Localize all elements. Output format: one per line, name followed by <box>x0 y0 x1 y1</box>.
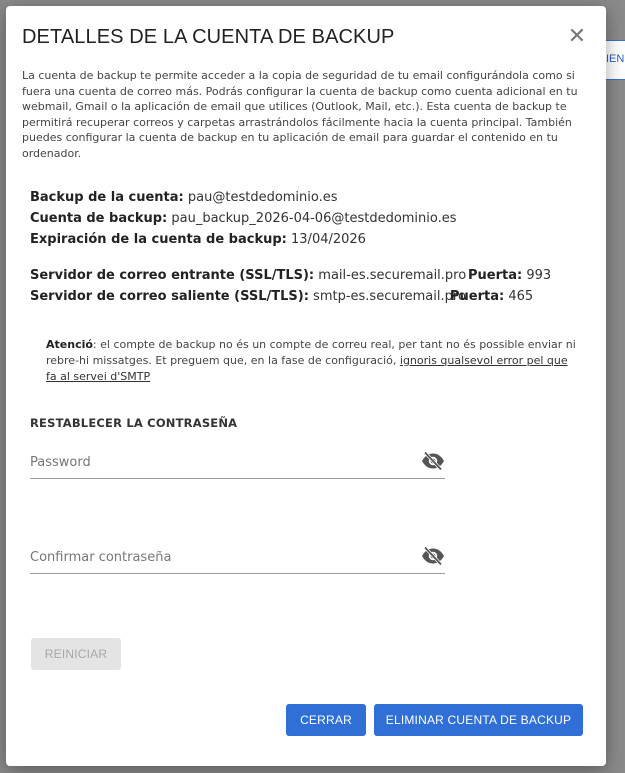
incoming-port-label: Puerta: <box>468 268 523 283</box>
backup-details-dialog <box>6 6 606 766</box>
close-button[interactable]: CERRAR <box>286 704 366 736</box>
outgoing-server-row <box>30 289 466 304</box>
eye-off-icon[interactable] <box>421 451 445 471</box>
intro-text: La cuenta de backup te permite acceder a la copia de seguridad de tu email configurándola como si fuera una cuenta de correo más. Podrás configurar la cuenta de backup como cuenta adicional en tu webmail, Gmail o la aplicación de email que utilices (Outlook, Mail, etc.). Esta cuenta de backup te permitirá recuperar correos y carpetas arrastrándolos fácilmente hacia la cuenta principal. También puedes configurar la cuenta de backup en tu aplicación de email para guardar el contenido en tu ordenador. <box>22 69 578 160</box>
backup-of-row <box>30 187 457 208</box>
expiration-label: Expiración de la cuenta de backup: <box>30 232 287 247</box>
confirm-password-field <box>30 542 445 574</box>
background-tab-partial: IEN <box>595 40 625 80</box>
smtp-error-link[interactable]: ignoris qualsevol error pel que fa al servei d'SMTP <box>46 354 568 383</box>
smtp-notice <box>46 337 576 385</box>
outgoing-port <box>450 289 533 304</box>
backup-account-value: pau_backup_2026-04-06@testdedominio.es <box>171 211 457 226</box>
incoming-server-row <box>30 268 466 283</box>
outgoing-port-label: Puerta: <box>450 289 505 304</box>
incoming-server-value: mail-es.securemail.pro <box>318 268 467 283</box>
expiration-value: 13/04/2026 <box>291 232 366 247</box>
backup-of-label: Backup de la cuenta: <box>30 190 184 205</box>
incoming-port <box>468 268 551 283</box>
incoming-port-value: 993 <box>526 268 552 283</box>
incoming-server-label: Servidor de correo entrante (SSL/TLS): <box>30 268 315 283</box>
close-icon[interactable]: ✕ <box>567 24 587 49</box>
account-info <box>30 187 457 250</box>
password-input[interactable] <box>30 447 410 477</box>
reset-password-title: RESTABLECER LA CONTRASEÑA <box>30 416 238 430</box>
backup-account-label: Cuenta de backup: <box>30 211 168 226</box>
outgoing-server-value: smtp-es.securemail.pro <box>313 289 466 304</box>
backup-account-row <box>30 208 457 229</box>
notice-bold: Atenció <box>46 338 93 351</box>
password-field <box>30 447 445 479</box>
expiration-row <box>30 229 457 250</box>
outgoing-port-value: 465 <box>508 289 534 304</box>
reset-password-button[interactable]: REINICIAR <box>31 638 121 670</box>
delete-backup-account-button[interactable]: ELIMINAR CUENTA DE BACKUP <box>374 704 583 736</box>
confirm-password-input[interactable] <box>30 542 410 572</box>
backup-of-value: pau@testdedominio.es <box>187 190 338 205</box>
dialog-title: DETALLES DE LA CUENTA DE BACKUP <box>22 26 395 48</box>
outgoing-server-label: Servidor de correo saliente (SSL/TLS): <box>30 289 309 304</box>
notice-text: : el compte de backup no és un compte de correu real, per tant no és possible enviar ni rebre-hi missatges. Et preguem que, en la fase de configuració, <box>46 338 576 367</box>
eye-off-icon[interactable] <box>421 546 445 566</box>
